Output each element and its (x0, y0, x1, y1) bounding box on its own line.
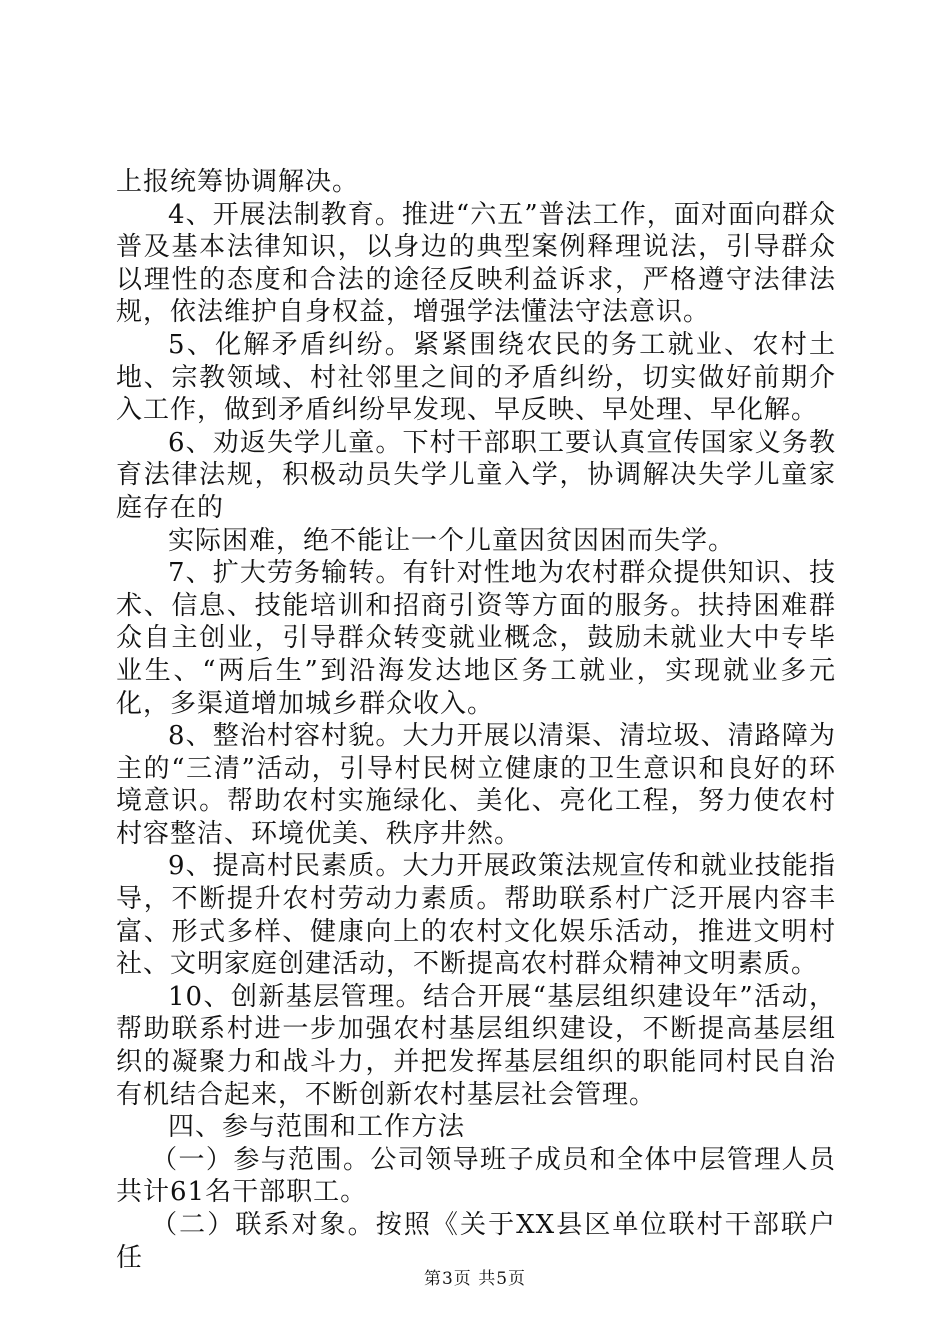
page-footer (0, 1268, 950, 1290)
paragraph-contacts: （二）联系对象。按照《关于XX县区单位联村干部联户任 (116, 1210, 836, 1273)
document-body (116, 166, 836, 1274)
page-total: 共5页 (478, 1269, 527, 1289)
paragraph-item-6-continued: 实际困难，绝不能让一个儿童因贫因困而失学。 (168, 525, 736, 556)
paragraph-item-7: 7、扩大劳务输转。有针对性地为农村群众提供知识、技术、信息、技能培训和招商引资等方面的服务。扶持困难群众自主创业，引导群众转变就业概念，鼓励未就业大中专毕业生、“两后生”到沿海发达地区务工就业，实现就业多元化，多渠道增加城乡群众收入。 (116, 558, 836, 719)
paragraph-item-5: 5、化解矛盾纠纷。紧紧围绕农民的务工就业、农村土地、宗教领域、村社邻里之间的矛盾纠纷，切实做好前期介入工作，做到矛盾纠纷早发现、早反映、早处理、早化解。 (116, 329, 836, 426)
paragraph-item-8: 8、整治村容村貌。大力开展以清渠、清垃圾、清路障为主的“三清”活动，引导村民树立健康的卫生意识和良好的环境意识。帮助农村实施绿化、美化、亮化工程，努力使农村村容整洁、环境优美、秩序井然。 (116, 721, 836, 849)
paragraph-item-9: 9、提高村民素质。大力开展政策法规宣传和就业技能指导，不断提升农村劳动力素质。帮助联系村广泛开展内容丰富、形式多样、健康向上的农村文化娱乐活动，推进文明村社、文明家庭创建活动，不断提高农村群众精神文明素质。 (116, 851, 836, 980)
paragraph-item-6: 6、劝返失学儿童。下村干部职工要认真宣传国家义务教育法律法规，积极动员失学儿童入学，协调解决失学儿童家庭存在的 (116, 427, 836, 523)
paragraph-item-10: 10、创新基层管理。结合开展“基层组织建设年”活动，帮助联系村进一步加强农村基层组织建设，不断提高基层组织的凝聚力和战斗力，并把发挥基层组织的职能同村民自治有机结合起来，不断创新农村基层社会管理。 (116, 981, 836, 1110)
paragraph-scope: （一）参与范围。公司领导班子成员和全体中层管理人员共计61名干部职工。 (116, 1144, 836, 1208)
paragraph-continuation: 上报统筹协调解决。 (116, 167, 360, 197)
paragraph-item-4: 4、开展法制教育。推进“六五”普法工作，面对面向群众普及基本法律知识，以身边的典型案例释理说法，引导群众以理性的态度和合法的途径反映利益诉求，严格遵守法律法规，依法维护自身权益，增强学法懂法守法意识。 (116, 199, 836, 328)
page-number: 第3页 (423, 1269, 472, 1289)
section-heading-4: 四、参与范围和工作方法 (168, 1112, 466, 1143)
